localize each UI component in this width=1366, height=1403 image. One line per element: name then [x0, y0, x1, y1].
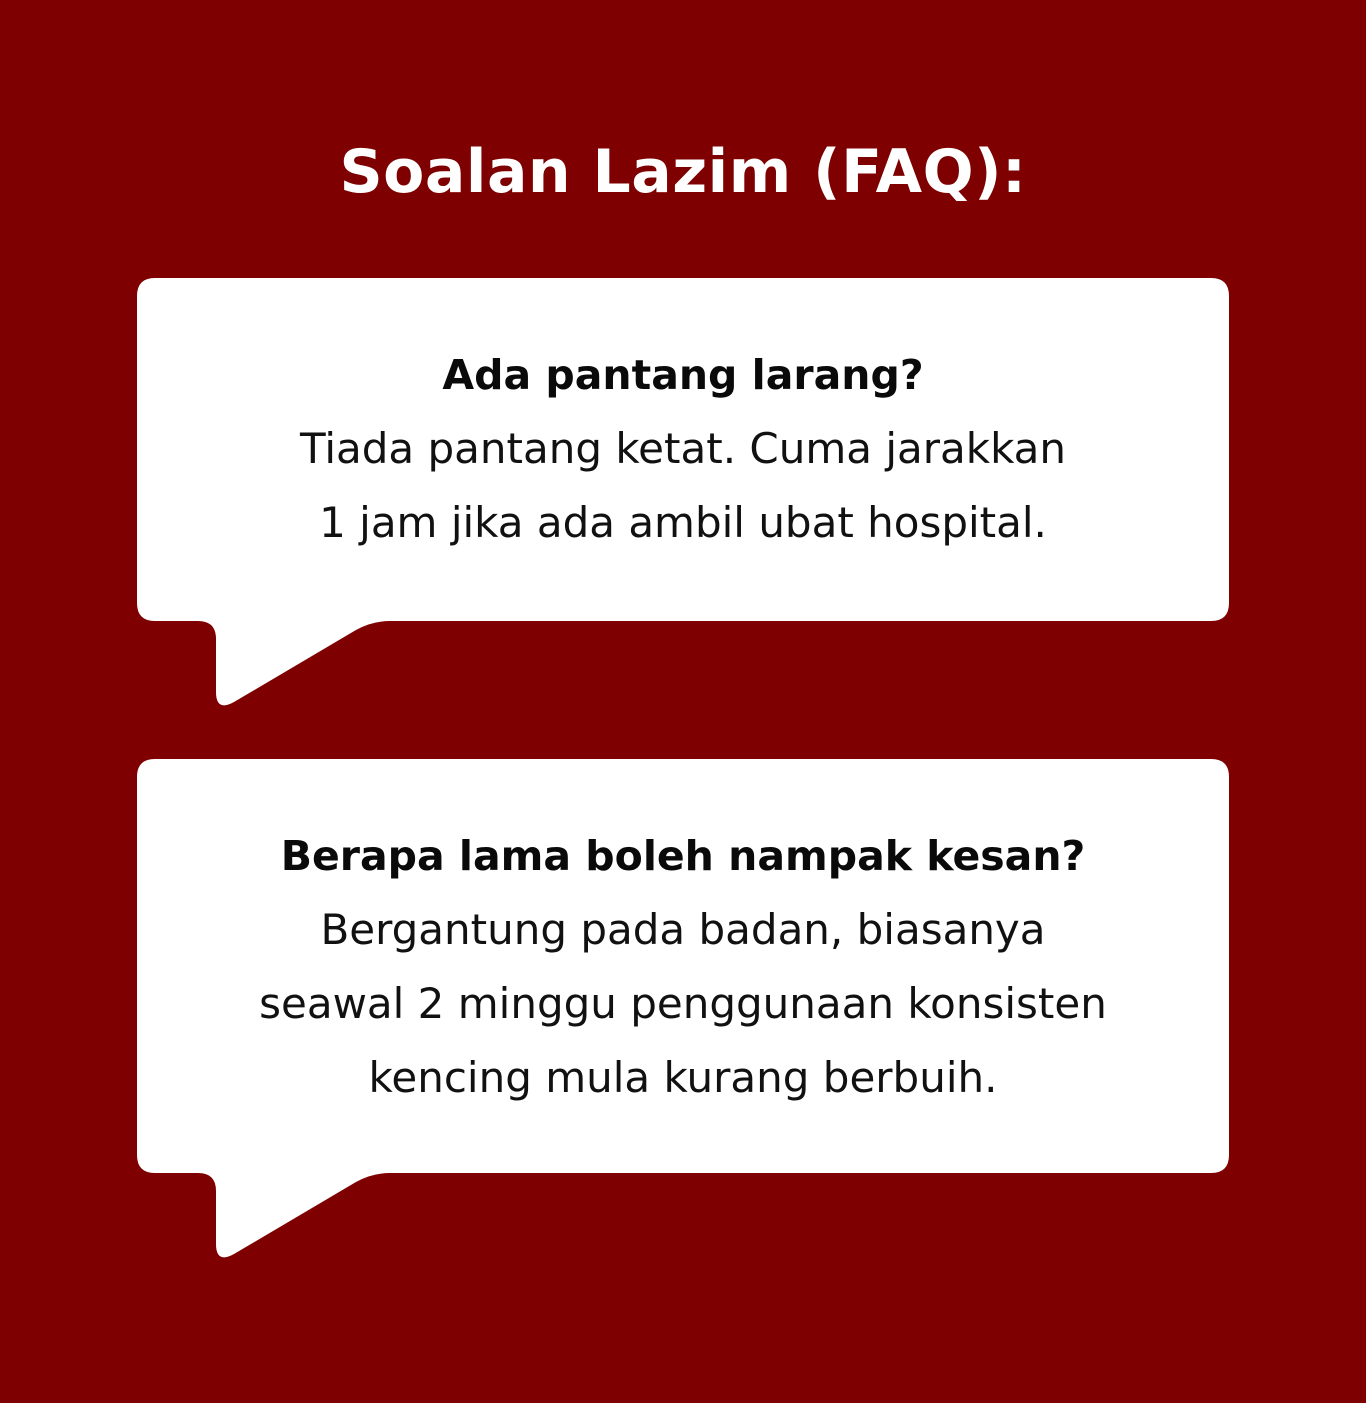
faq-item-2-content — [137, 819, 1229, 1115]
faq-item-1 — [0, 278, 1366, 708]
faq-answer-1-line-2: 1 jam jika ada ambil ubat hospital. — [319, 498, 1047, 547]
faq-question-2: Berapa lama boleh nampak kesan? — [280, 832, 1086, 880]
page-title: Soalan Lazim (FAQ): — [339, 137, 1027, 207]
faq-item-1-content — [137, 338, 1229, 560]
faq-answer-2-line-2: seawal 2 minggu penggunaan konsisten — [259, 979, 1107, 1028]
faq-question-1: Ada pantang larang? — [442, 351, 924, 399]
faq-item-2 — [0, 759, 1366, 1260]
faq-answer-2-line-1: Bergantung pada badan, biasanya — [320, 905, 1046, 954]
faq-answer-1-line-1: Tiada pantang ketat. Cuma jarakkan — [299, 424, 1067, 473]
faq-answer-2-line-3: kencing mula kurang berbuih. — [368, 1053, 998, 1102]
